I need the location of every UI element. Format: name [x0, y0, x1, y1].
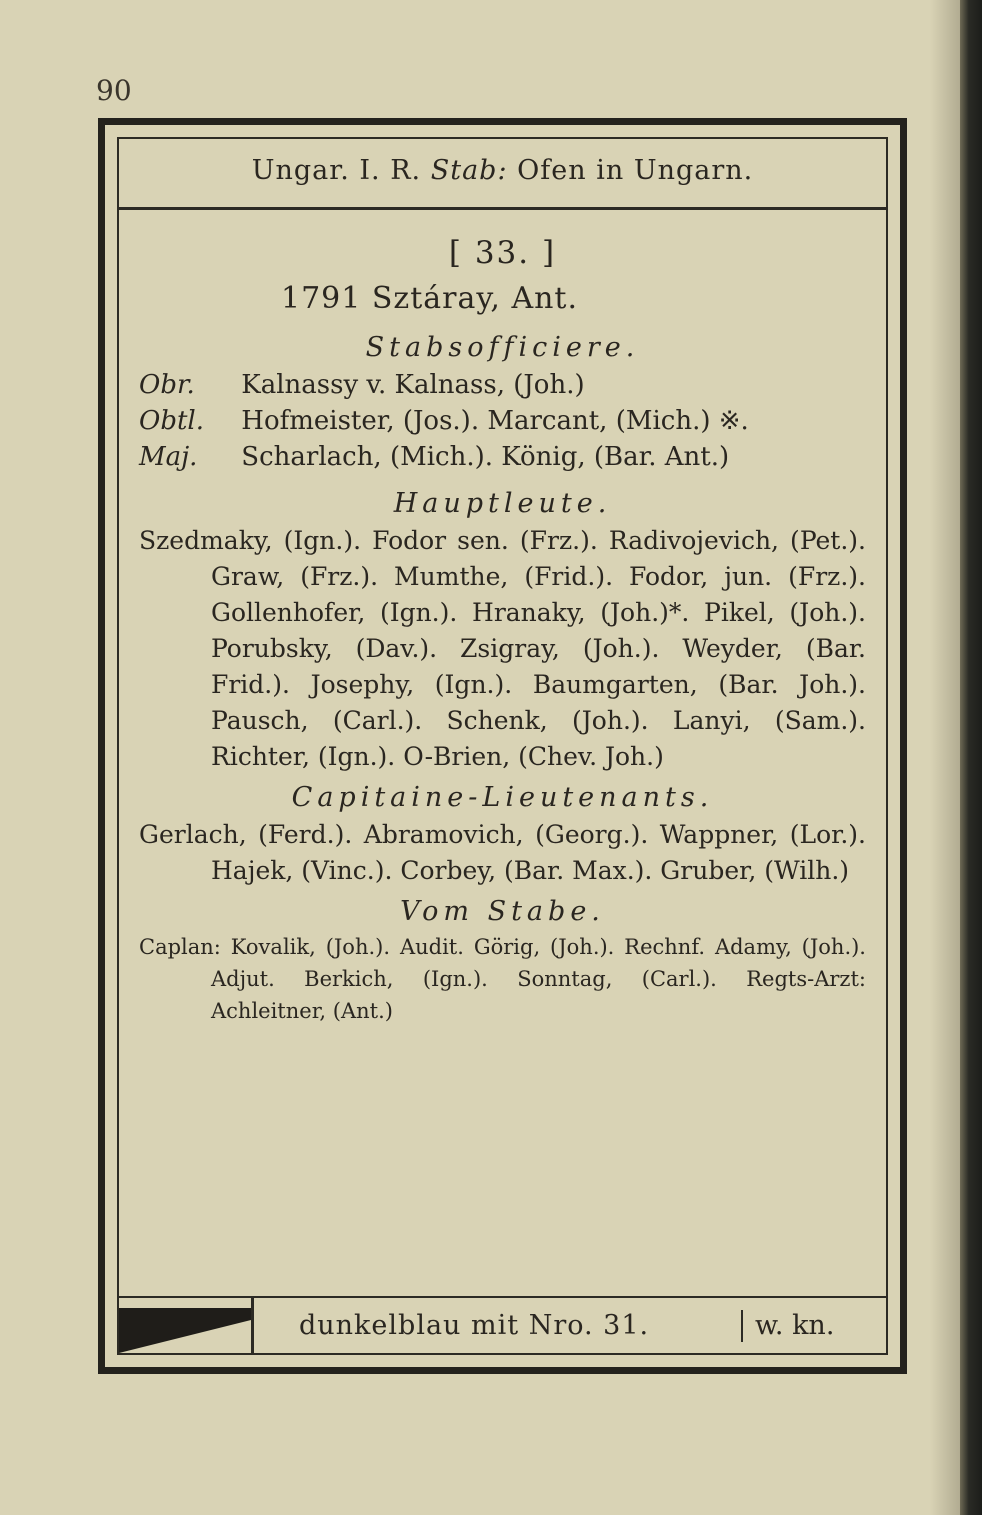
regiment-footer — [119, 1296, 886, 1353]
officer-row-obtl — [139, 403, 866, 439]
page-gutter-shadow — [930, 0, 960, 1515]
officer-row-obr — [139, 367, 866, 403]
officer-names: Hofmeister, (Jos.). Marcant, (Mich.) ※. — [241, 406, 749, 436]
header-prefix: Ungar. I. R. — [251, 155, 422, 186]
header-location: Ofen in Ungarn. — [517, 155, 754, 186]
hauptleute-list: Szedmaky, (Ign.). Fodor sen. (Frz.). Radivojevich, (Pet.). Graw, (Frz.). Mumthe, (Frid.). Fodor, jun. (Frz.). Gollenhofer, (Ign.). Hranaky, (Joh.)*. Pikel, (Joh.). Porubsky, (Dav.). Zsigray, (Joh.). Weyder, (Bar. Frid.). Josephy, (Ign.). Baumgarten, (Bar. Joh.). Pausch, (Carl.). Schenk, (Joh.). Lanyi, (Sam.). Richter, (Ign.). O-Brien, (Chev. Joh.) — [139, 526, 866, 771]
footer-divider — [251, 1298, 254, 1353]
heading-vom-stabe: Vom Stabe. — [400, 896, 605, 927]
regiment-flag-icon — [119, 1298, 251, 1353]
officer-names: Scharlach, (Mich.). König, (Bar. Ant.) — [241, 442, 730, 472]
page-number: 90 — [96, 74, 132, 107]
book-spine — [960, 0, 982, 1515]
inner-frame — [117, 137, 888, 1355]
heading-stabsofficiere: Stabsofficiere. — [365, 332, 640, 363]
rank-label: Obr. — [139, 370, 195, 400]
heading-hauptleute: Hauptleute. — [393, 488, 612, 519]
footer-separator — [741, 1310, 743, 1342]
rank-label: Maj. — [139, 442, 198, 472]
regiment-header — [119, 139, 886, 210]
regiment-number: [ 33. ] — [448, 235, 557, 271]
vom-stabe-list: Caplan: Kovalik, (Joh.). Audit. Görig, (Joh.). Rechnf. Adamy, (Joh.). Adjut. Berkich, (Ign.). Sonntag, (Carl.). Regts-Arzt: Achleitner, (Ant.) — [139, 935, 866, 1023]
heading-capitaine-lieutenants: Capitaine-Lieutenants. — [291, 782, 714, 813]
regiment-content — [139, 233, 866, 1027]
facing-color: dunkelblau mit Nro. 31. — [299, 1310, 650, 1341]
officer-names: Kalnassy v. Kalnass, (Joh.) — [241, 370, 585, 400]
button-metal: w. kn. — [755, 1310, 835, 1341]
capitaine-lieutenants-list: Gerlach, (Ferd.). Abramovich, (Georg.). Wappner, (Lor.). Hajek, (Vinc.). Corbey, (Bar. Max.). Gruber, (Wilh.) — [139, 820, 866, 885]
officer-row-maj — [139, 439, 866, 475]
regiment-inhaber: 1791 Sztáray, Ant. — [281, 281, 579, 316]
header-stab-label: Stab: — [430, 155, 508, 186]
regiment-frame — [98, 118, 907, 1374]
rank-label: Obtl. — [139, 406, 204, 436]
